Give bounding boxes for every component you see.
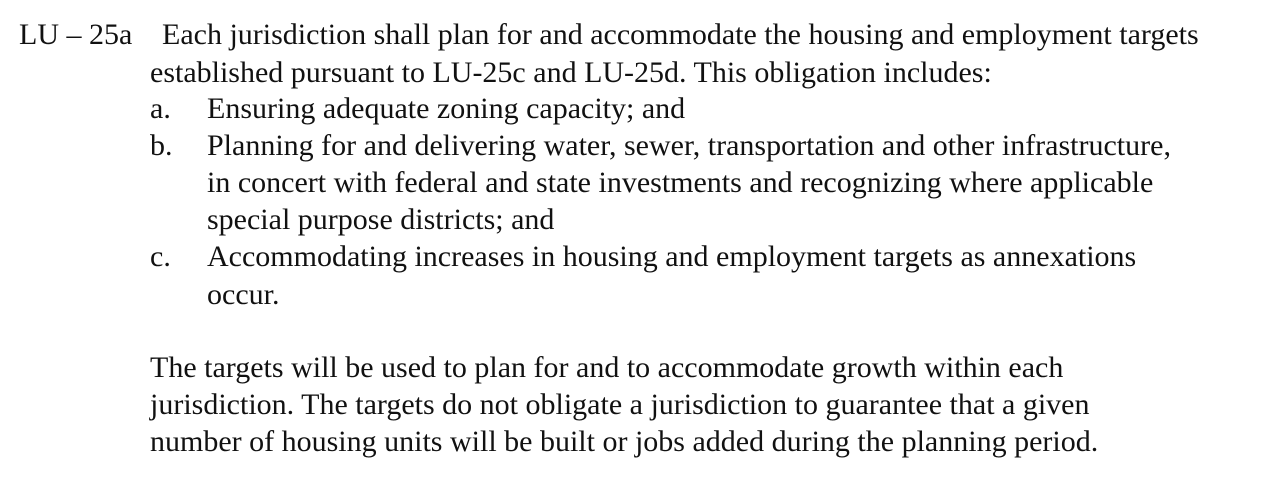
policy-id: LU – 25a xyxy=(19,18,133,51)
list-item-b-line-2: in concert with federal and state investments and recognizing where applicable xyxy=(207,166,1154,199)
list-item-b-line-3: special purpose districts; and xyxy=(207,203,555,236)
list-item-c-line-2: occur. xyxy=(207,278,280,311)
paragraph-line-2: jurisdiction. The targets do not obligate a jurisdiction to guarantee that a given xyxy=(150,388,1090,421)
list-item-marker-b: b. xyxy=(150,129,173,162)
list-item-c-line-1: Accommodating increases in housing and employment targets as annexations xyxy=(207,240,1137,273)
paragraph-line-3: number of housing units will be built or jobs added during the planning period. xyxy=(150,425,1099,458)
paragraph-line-1: The targets will be used to plan for and to accommodate growth within each xyxy=(150,351,1064,384)
list-item-b-line-1: Planning for and delivering water, sewer, transportation and other infrastructure, xyxy=(207,129,1171,162)
list-item-marker-a: a. xyxy=(150,92,171,125)
list-item-marker-c: c. xyxy=(150,240,171,273)
list-item-a-line-1: Ensuring adequate zoning capacity; and xyxy=(207,92,686,125)
policy-lead-text: Each jurisdiction shall plan for and accommodate the housing and employment targets xyxy=(162,18,1199,51)
policy-continuation-text: established pursuant to LU-25c and LU-25d. This obligation includes: xyxy=(150,56,992,89)
